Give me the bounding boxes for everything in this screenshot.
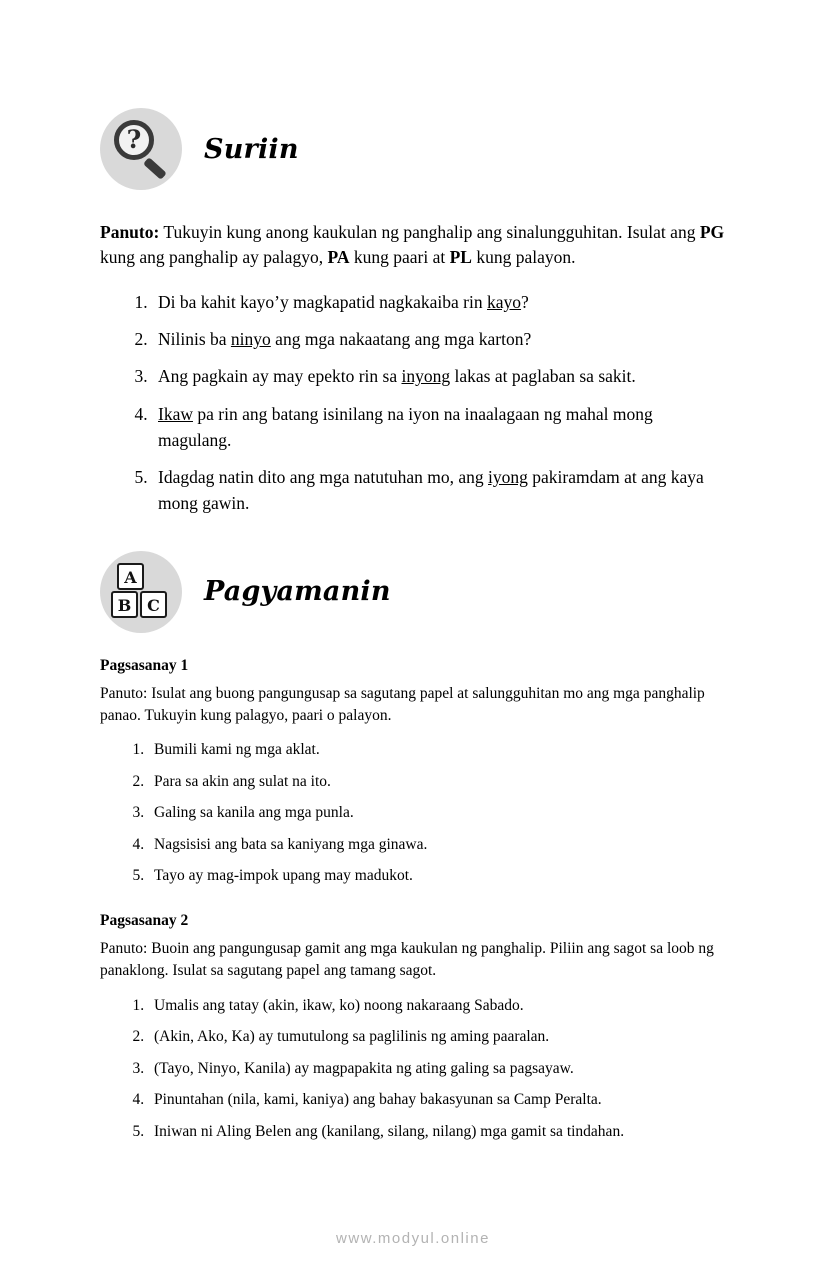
item-underlined-word: kayo: [487, 291, 522, 312]
item-text-pre: Idagdag natin dito ang mga natutuhan mo, ang: [158, 467, 488, 487]
item-text-post: lakas at paglaban sa sakit.: [450, 366, 636, 387]
list-item: 5. Tayo ay mag-impok upang may madukot.: [148, 865, 726, 887]
exercise-2-item-list: [100, 995, 726, 1143]
footer-watermark: www.modyul.online: [336, 1230, 490, 1247]
list-item: 1. Umalis ang tatay (akin, ikaw, ko) noong nakaraang Sabado.: [148, 995, 726, 1017]
exercise-panuto-1: Panuto: Isulat ang buong pangungusap sa sagutang papel at salungguhitan mo ang mga panghalip panao. Tukuyin kung palagyo, paari o palayon.: [100, 684, 705, 724]
block-b-glyph: B: [111, 591, 138, 618]
list-item: 2. (Akin, Ako, Ka) ay tumutulong sa paglilinis ng aming paaralan.: [148, 1026, 726, 1048]
document-page: [0, 108, 826, 1277]
section-title-pagyamanin: Pagyamanin: [204, 576, 391, 607]
abc-blocks-icon: [100, 551, 182, 633]
list-item: [152, 464, 726, 517]
panuto-text-1: Tukuyin kung anong kaukulan ng panghalip ang sinalungguhitan. Isulat ang: [159, 222, 700, 242]
item-underlined-word: iyong: [488, 467, 528, 487]
exercise-1-item-list: [100, 739, 726, 887]
magnifier-question-icon: [100, 108, 182, 190]
suriin-item-list: [100, 289, 726, 517]
list-item: 1. Bumili kami ng mga aklat.: [148, 739, 726, 761]
code-pl: PL: [449, 247, 472, 268]
list-item: [152, 363, 726, 389]
item-text-pre: Nilinis ba: [158, 329, 231, 349]
list-item: 5. Iniwan ni Aling Belen ang (kanilang, silang, nilang) mga gamit sa tindahan.: [148, 1121, 726, 1143]
panuto-label: Panuto:: [100, 222, 160, 242]
section-header-pagyamanin: [100, 551, 726, 633]
block-a-glyph: A: [117, 563, 144, 590]
exercise-panuto-2: Panuto: Buoin ang pangungusap gamit ang mga kaukulan ng panghalip. Piliin ang sagot sa loob ng panaklong. Isulat sa sagutang papel ang tamang sagot.: [100, 939, 714, 980]
list-item: 3. (Tayo, Ninyo, Kanila) ay magpapakita ng ating galing sa pagsayaw.: [148, 1058, 726, 1080]
item-text-post: pakiramdam at ang kaya mong gawin.: [158, 467, 704, 514]
code-pg: PG: [699, 222, 725, 242]
list-item: [152, 401, 726, 454]
item-underlined-word: inyong: [401, 366, 451, 387]
list-item: 4. Nagsisisi ang bata sa kaniyang mga ginawa.: [148, 834, 726, 856]
item-text-pre: Ang pagkain ay may epekto rin sa: [158, 366, 402, 387]
item-underlined-word: ninyo: [230, 329, 271, 349]
list-item: 4. Pinuntahan (nila, kami, kaniya) ang bahay bakasyunan sa Camp Peralta.: [148, 1089, 726, 1111]
list-item: [152, 289, 726, 315]
exercise-heading-1: Pagsasanay 1: [100, 656, 189, 674]
panuto-suriin: [100, 220, 726, 271]
list-item: [152, 326, 726, 352]
block-c-glyph: C: [140, 591, 167, 618]
panuto-text-4: kung palayon.: [471, 247, 576, 268]
code-pa: PA: [327, 247, 350, 268]
section-title-suriin: Suriin: [204, 133, 299, 165]
exercise-heading-2: Pagsasanay 2: [100, 911, 189, 929]
list-item: 2. Para sa akin ang sulat na ito.: [148, 771, 726, 793]
item-text-post: ?: [521, 291, 529, 312]
item-text-post: pa rin ang batang isinilang na iyon na inaalagaan ng mahal mong magulang.: [158, 403, 653, 450]
section-header-suriin: [100, 108, 726, 190]
question-mark-glyph: ?: [126, 125, 142, 154]
item-text-post: ang mga nakaatang ang mga karton?: [270, 329, 532, 349]
panuto-text-3: kung paari at: [349, 247, 450, 268]
panuto-text-2: kung ang panghalip ay palagyo,: [100, 247, 328, 268]
item-underlined-word: Ikaw: [158, 403, 193, 424]
list-item: 3. Galing sa kanila ang mga punla.: [148, 802, 726, 824]
item-text-pre: Di ba kahit kayo’y magkapatid nagkakaiba rin: [158, 291, 487, 312]
